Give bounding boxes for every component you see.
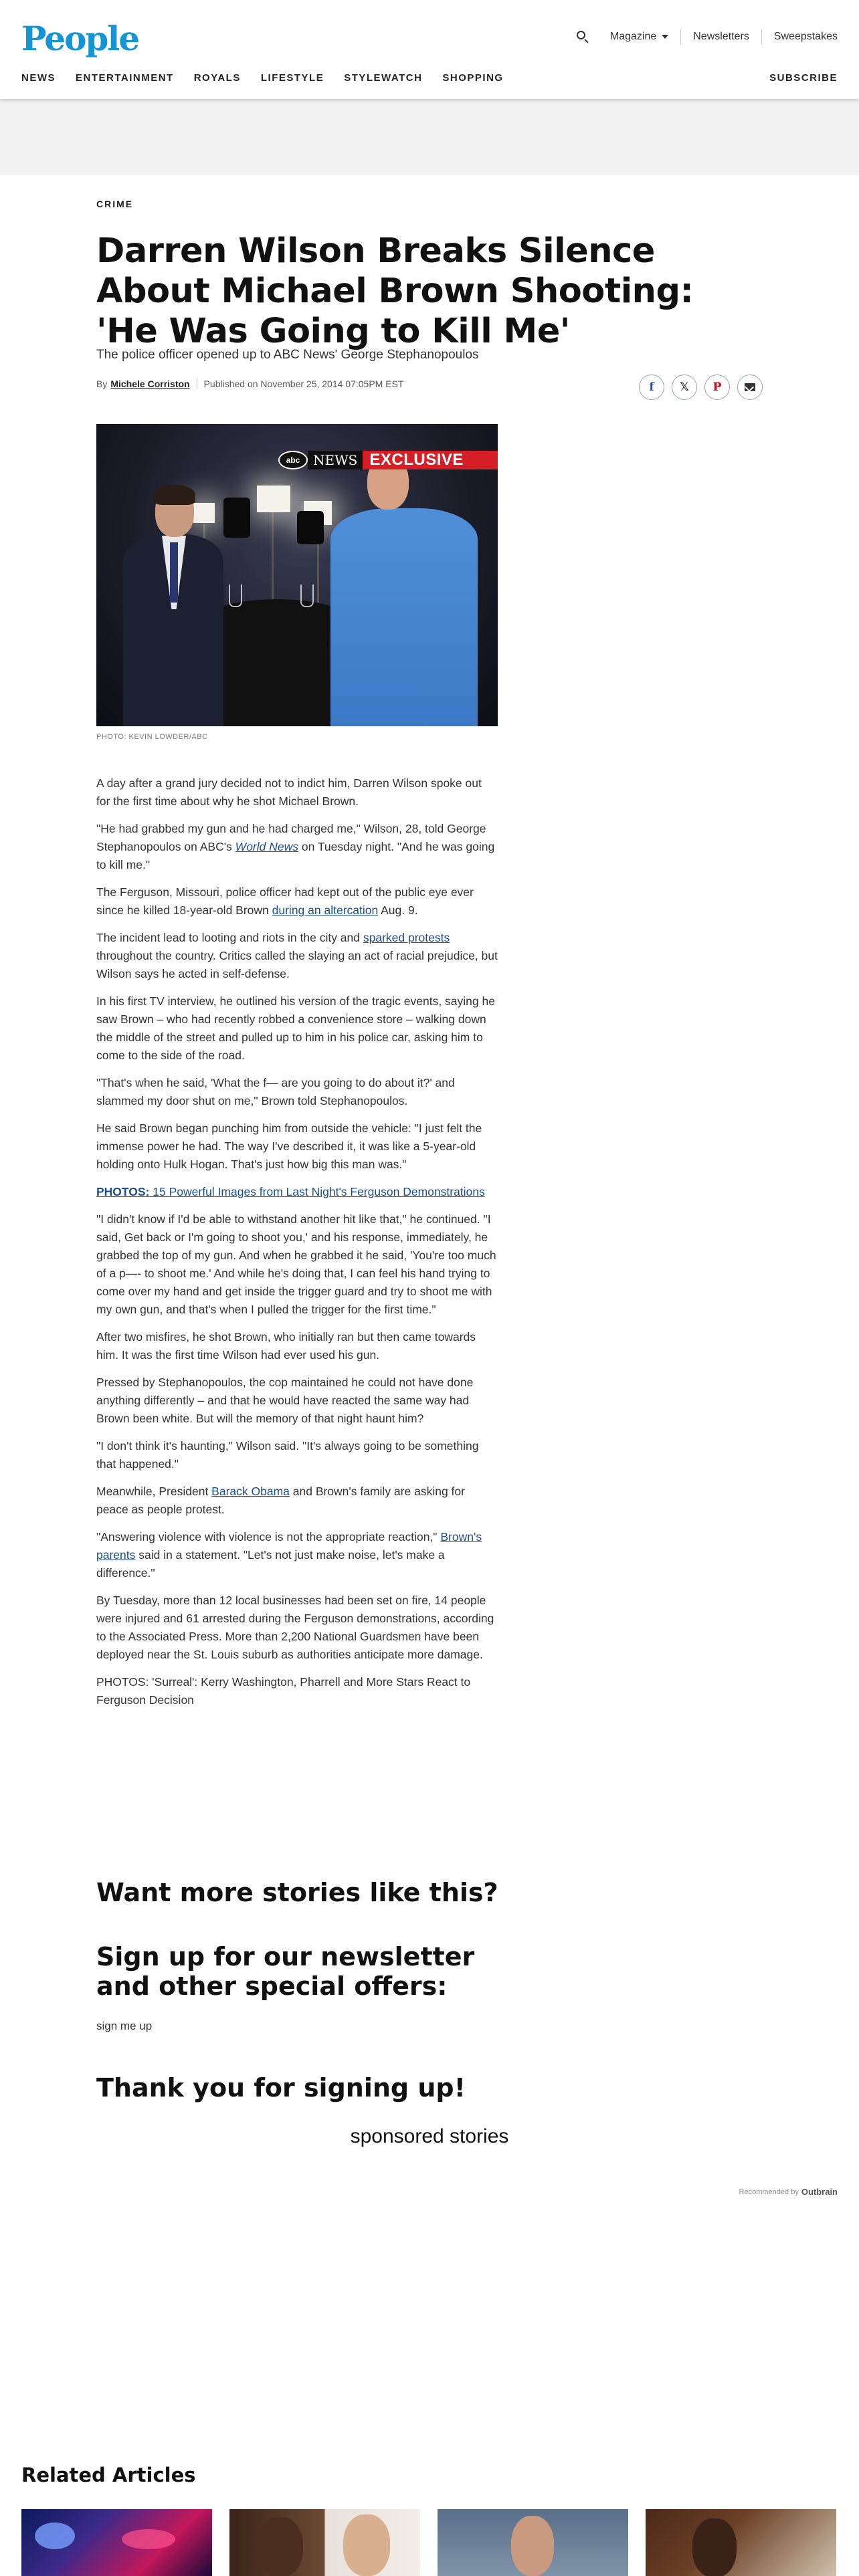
- more-stories-heading: Want more stories like this?: [96, 1878, 498, 1907]
- paragraph: The Ferguson, Missouri, police officer had kept out of the public eye ever since he killed 18-year-old Brown during an altercation Aug. 9.: [96, 885, 474, 917]
- sponsored-stories-heading: sponsored stories: [350, 2125, 509, 2147]
- article-photo[interactable]: [96, 424, 498, 726]
- main-nav: [21, 72, 838, 84]
- byline: [96, 379, 403, 389]
- nav-entertainment[interactable]: ENTERTAINMENT: [76, 72, 174, 84]
- published-date: Published on November 25, 2014 07:05PM EST: [203, 379, 404, 389]
- sweepstakes-link[interactable]: Sweepstakes: [773, 31, 838, 42]
- divider: [680, 29, 681, 44]
- banner-exclusive: EXCLUSIVE: [363, 451, 498, 469]
- related-card[interactable]: [438, 2509, 628, 2576]
- author-link[interactable]: Michele Corriston: [110, 379, 190, 389]
- paragraph: He said Brown began punching him from outside the vehicle: "I just felt the immense power he had. The way I've described it, it was like a 5-year-old holding onto Hulk Hogan. That's just how big this man was.": [96, 1121, 482, 1171]
- chevron-down-icon: [662, 35, 668, 39]
- paragraph: PHOTOS: 'Surreal': Kerry Washington, Pharrell and More Stars React to Ferguson Decision: [96, 1675, 471, 1707]
- sparked-protests-link[interactable]: sparked protests: [363, 931, 450, 944]
- paragraph: In his first TV interview, he outlined his version of the tragic events, saying he saw Brown – who had recently robbed a convenience store – walking down the middle of the street and pulled up to him in his police car, asking him to come to the side of the road.: [96, 994, 495, 1062]
- nav-royals[interactable]: ROYALS: [193, 72, 241, 84]
- nav-stylewatch[interactable]: STYLEWATCH: [344, 72, 423, 84]
- newsletters-link[interactable]: Newsletters: [693, 31, 749, 42]
- magazine-label: Magazine: [609, 31, 657, 42]
- email-icon[interactable]: [737, 374, 763, 400]
- magazine-dropdown[interactable]: [610, 31, 668, 43]
- byline-by: By: [96, 379, 108, 389]
- paragraph: Meanwhile, President Barack Obama and Brown's family are asking for peace as people protest.: [96, 1485, 465, 1516]
- abc-logo: abc: [278, 451, 308, 469]
- related-card[interactable]: [21, 2509, 212, 2576]
- photo-credit: PHOTO: KEVIN LOWDER/ABC: [96, 733, 208, 741]
- paragraph: Pressed by Stephanopoulos, the cop maintained he could not have done anything differently – and that he would have reacted the same way had Brown been white. But will the memory of that night haunt him?: [96, 1376, 474, 1425]
- outbrain-attribution[interactable]: [739, 2187, 838, 2197]
- paragraph: The incident lead to looting and riots in the city and sparked protests throughout the country. Critics called the slaying an act of racial prejudice, but Wilson says he acted in self-defense.: [96, 931, 498, 980]
- site-header: [0, 0, 859, 99]
- facebook-icon[interactable]: f: [639, 374, 664, 400]
- paragraph: A day after a grand jury decided not to indict him, Darren Wilson spoke out for the first time about why he shot Michael Brown.: [96, 776, 482, 808]
- paragraph: After two misfires, he shot Brown, who initially ran but then came towards him. It was the first time Wilson had ever used his gun.: [96, 1330, 476, 1362]
- abc-news-exclusive-banner: [278, 451, 498, 469]
- banner-news: NEWS: [308, 451, 363, 469]
- related-articles: [21, 2509, 838, 2576]
- subscribe-link[interactable]: SUBSCRIBE: [769, 72, 838, 84]
- related-card[interactable]: [646, 2509, 836, 2576]
- divider: [761, 29, 762, 44]
- altercation-link[interactable]: during an altercation: [272, 903, 379, 917]
- share-buttons: [639, 374, 763, 400]
- top-nav: [575, 27, 838, 47]
- photos-ferguson-link[interactable]: PHOTOS: 15 Powerful Images from Last Night's Ferguson Demonstrations: [96, 1185, 485, 1198]
- nav-news[interactable]: NEWS: [21, 72, 56, 84]
- nav-lifestyle[interactable]: LIFESTYLE: [260, 72, 324, 84]
- barack-obama-link[interactable]: Barack Obama: [211, 1485, 290, 1498]
- paragraph: "I didn't know if I'd be able to withstand another hit like that," he continued. "I said, Get back or I'm going to shoot you,' and his response, immediately, he grabbed the top of my gun. And when he grabbed it he said, 'You're too much of a p—- to shoot me.' And while he's doing that, I can feel his hand trying to come over my hand and get inside the trigger guard and try to shoot me with my own gun, and that's when I pulled the trigger for the first time.": [96, 1212, 496, 1316]
- world-news-link[interactable]: World News: [235, 840, 298, 853]
- paragraph: "That's when he said, 'What the f— are you going to do about it?' and slammed my door shut on me," Brown told Stephanopoulos.: [96, 1076, 455, 1107]
- paragraph: By Tuesday, more than 12 local businesses had been set on fire, 14 people were injured and 61 arrested during the Ferguson demonstrations, according to the Associated Press. More than 2,200 National Guardsmen have been deployed near the St. Louis suburb as authorities anticipate more damage.: [96, 1594, 494, 1661]
- article-subtitle: The police officer opened up to ABC News' George Stephanopoulos: [96, 348, 479, 362]
- paragraph: "I don't think it's haunting," Wilson said. "It's always going to be something that happened.": [96, 1439, 479, 1471]
- related-card[interactable]: [229, 2509, 420, 2576]
- search-icon[interactable]: [575, 29, 590, 44]
- outbrain-logo: Outbrain: [801, 2187, 838, 2197]
- article-title: Darren Wilson Breaks Silence About Michael Brown Shooting: 'He Was Going to Kill Me': [96, 231, 694, 351]
- browns-parents-link[interactable]: Brown's parents: [96, 1530, 482, 1562]
- category-label[interactable]: CRIME: [96, 199, 134, 209]
- paragraph: "He had grabbed my gun and he had charged me," Wilson, 28, told George Stephanopoulos on ABC's World News on Tuesday night. "And he was going to kill me.": [96, 822, 495, 871]
- related-articles-heading: Related Articles: [21, 2464, 196, 2486]
- people-logo[interactable]: People: [21, 19, 139, 58]
- x-icon[interactable]: 𝕏: [672, 374, 697, 400]
- ad-placeholder: [0, 99, 859, 175]
- newsletter-heading: Sign up for our newsletter and other special offers:: [96, 1942, 475, 2001]
- article-body: [96, 774, 498, 1719]
- paragraph: "Answering violence with violence is not the appropriate reaction," Brown's parents said in a statement. "Let's not just make noise, let's make a difference.": [96, 1530, 482, 1580]
- outbrain-prefix: Recommended by: [739, 2187, 799, 2196]
- nav-shopping[interactable]: SHOPPING: [442, 72, 504, 84]
- thanks-heading: Thank you for signing up!: [96, 2073, 466, 2103]
- pinterest-icon[interactable]: P: [704, 374, 730, 400]
- sign-me-up-link[interactable]: sign me up: [96, 2020, 153, 2032]
